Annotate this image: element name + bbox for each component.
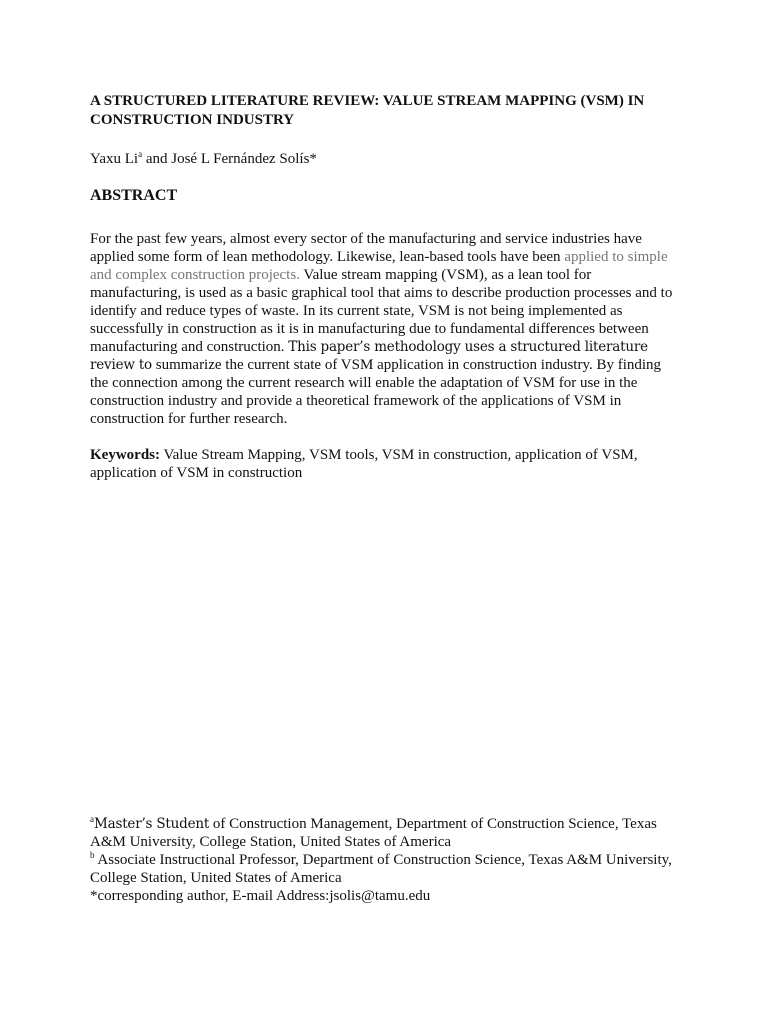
abstract-body — [90, 230, 678, 428]
keywords-label: Keywords: — [90, 447, 160, 463]
footnote-text: of Construction Management, Department of Construction Science, Texas A&M University, College Station, United States of America — [90, 816, 657, 850]
abstract-text: Value stream mapping (VSM), as a lean tool for manufacturing, is used as a basic graphical tool that aims to describe production processes and to identify and reduce types of waste. In its current state, VSM is not being implemented as successfully in construction as it is in manufacturing due to fundamental differences between manufacturing and construction. — [90, 267, 673, 355]
footnote-text: Associate Instructional Professor, Department of Construction Science, Texas A&M University, College Station, United States of America — [90, 852, 672, 886]
author-name: and José L Fernández Solís — [142, 151, 310, 167]
author-line — [90, 150, 678, 168]
keywords-text: Value Stream Mapping, VSM tools, VSM in construction, application of VSM, application of VSM in construction — [90, 447, 638, 481]
paper-title: A STRUCTURED LITERATURE REVIEW: VALUE STREAM MAPPING (VSM) IN CONSTRUCTION INDUSTRY — [90, 93, 645, 128]
corresponding-author-mark: * — [309, 151, 317, 167]
author-affiliation-mark: a — [138, 149, 143, 159]
abstract-text: summarize the current state of VSM application in construction industry. By finding the connection among the current research will enable the adaptation of VSM for use in the construction industry and provide a theoretical framework of the applications of VSM in construction for further research. — [90, 357, 662, 427]
footnote-text-alt-font: Master’s Student — [94, 816, 210, 832]
abstract-text: For the past few years, almost every sector of the manufacturing and service industries have applied some form of lean methodology. Likewise, lean-based tools have been — [90, 231, 642, 265]
footnote-mark: b — [90, 850, 95, 860]
footnote-mark: a — [90, 814, 94, 824]
abstract-text-alt-font: This paper’s methodology uses a structured literature review to — [90, 339, 648, 373]
footnotes — [90, 815, 678, 905]
abstract-heading: ABSTRACT — [90, 187, 178, 204]
corresponding-author-note: *corresponding author, E-mail Address:jsolis@tamu.edu — [90, 888, 431, 904]
author-name: Yaxu Li — [90, 151, 139, 167]
keywords — [90, 446, 678, 482]
footnote-a — [90, 815, 678, 851]
footnote-b — [90, 851, 678, 887]
abstract-text-muted: applied to simple and complex construction projects. — [90, 249, 668, 283]
